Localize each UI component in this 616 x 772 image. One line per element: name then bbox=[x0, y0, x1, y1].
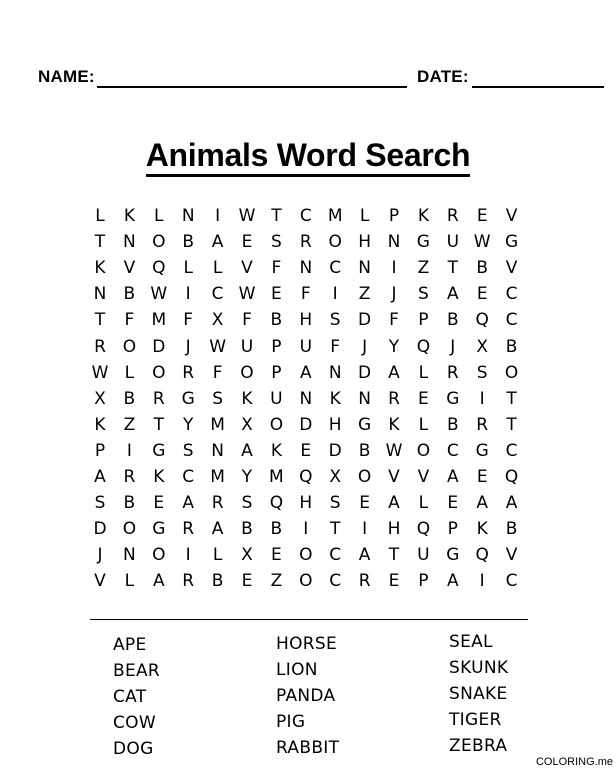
grid-letter[interactable]: N bbox=[123, 232, 136, 253]
grid-letter[interactable]: P bbox=[388, 206, 400, 226]
grid-letter[interactable]: I bbox=[126, 440, 132, 461]
grid-letter[interactable]: T bbox=[271, 206, 282, 226]
grid-letter[interactable]: Z bbox=[270, 571, 283, 592]
grid-letter[interactable]: I bbox=[332, 284, 338, 305]
grid-letter[interactable]: K bbox=[417, 206, 429, 226]
grid-letter[interactable]: U bbox=[446, 232, 460, 253]
grid-letter[interactable]: T bbox=[153, 414, 164, 435]
grid-letter[interactable]: B bbox=[123, 388, 136, 409]
grid-letter[interactable]: Q bbox=[416, 336, 431, 357]
grid-letter[interactable]: O bbox=[152, 362, 166, 383]
grid-letter[interactable]: Q bbox=[475, 545, 489, 566]
grid-letter[interactable]: R bbox=[388, 388, 400, 409]
grid-letter[interactable]: B bbox=[241, 519, 253, 540]
grid-letter[interactable]: B bbox=[446, 414, 459, 435]
grid-letter[interactable]: C bbox=[299, 206, 312, 226]
divider bbox=[90, 619, 528, 620]
grid-letter[interactable]: X bbox=[211, 310, 224, 331]
grid-letter[interactable]: U bbox=[270, 388, 283, 409]
grid-letter[interactable]: K bbox=[123, 206, 135, 226]
grid-letter[interactable]: P bbox=[447, 519, 458, 540]
grid-letter[interactable]: A bbox=[446, 284, 459, 305]
word-list-item: DOG bbox=[113, 739, 154, 759]
grid-letter[interactable]: N bbox=[123, 545, 136, 566]
grid-letter[interactable]: V bbox=[241, 258, 253, 279]
grid-letter[interactable]: Q bbox=[269, 493, 284, 514]
grid-letter[interactable]: C bbox=[211, 284, 224, 305]
grid-letter[interactable]: T bbox=[506, 388, 517, 409]
grid-letter[interactable]: N bbox=[211, 440, 224, 461]
grid-letter[interactable]: E bbox=[241, 571, 253, 592]
grid-letter[interactable]: E bbox=[476, 284, 488, 305]
grid-letter[interactable]: X bbox=[241, 414, 253, 435]
grid-letter[interactable]: C bbox=[505, 440, 518, 461]
grid-letter[interactable]: N bbox=[299, 388, 313, 409]
grid-letter[interactable]: G bbox=[475, 440, 489, 461]
grid-letter[interactable]: K bbox=[329, 388, 341, 409]
grid-letter[interactable]: R bbox=[211, 493, 224, 514]
grid-letter[interactable]: L bbox=[95, 206, 105, 226]
grid-letter[interactable]: D bbox=[358, 310, 372, 331]
grid-letter[interactable]: E bbox=[300, 440, 312, 461]
grid-letter[interactable]: T bbox=[506, 414, 517, 435]
word-list-item: SKUNK bbox=[449, 658, 509, 678]
grid-letter[interactable]: I bbox=[185, 545, 191, 566]
grid-letter[interactable]: U bbox=[240, 336, 254, 357]
grid-letter[interactable]: K bbox=[94, 258, 106, 279]
grid-letter[interactable]: E bbox=[153, 493, 165, 514]
grid-letter[interactable]: E bbox=[388, 571, 400, 592]
grid-letter[interactable]: W bbox=[238, 284, 256, 305]
grid-letter[interactable]: T bbox=[388, 545, 400, 566]
grid-letter[interactable]: J bbox=[362, 336, 368, 357]
grid-letter[interactable]: A bbox=[241, 440, 253, 461]
grid-letter[interactable]: F bbox=[212, 362, 223, 383]
grid-letter[interactable]: S bbox=[476, 362, 488, 383]
grid-letter[interactable]: N bbox=[387, 232, 401, 253]
grid-letter[interactable]: G bbox=[446, 545, 460, 566]
grid-letter[interactable]: L bbox=[154, 206, 164, 226]
grid-letter[interactable]: G bbox=[505, 232, 519, 253]
grid-letter[interactable]: H bbox=[387, 519, 401, 540]
grid-letter[interactable]: L bbox=[124, 571, 135, 592]
grid-letter[interactable]: Q bbox=[416, 519, 431, 540]
grid-letter[interactable]: B bbox=[123, 284, 136, 305]
grid-letter[interactable]: Z bbox=[123, 414, 136, 435]
grid-letter[interactable]: R bbox=[446, 206, 459, 226]
word-list-item: LION bbox=[276, 660, 318, 680]
site-credit: COLORING.me bbox=[535, 756, 613, 768]
grid-letter[interactable]: M bbox=[151, 310, 167, 331]
grid-letter[interactable]: O bbox=[299, 571, 313, 592]
grid-letter[interactable]: W bbox=[209, 336, 226, 357]
grid-letter[interactable]: S bbox=[329, 310, 341, 331]
grid-letter[interactable]: P bbox=[271, 336, 282, 357]
word-list-item: RABBIT bbox=[276, 738, 340, 758]
grid-letter[interactable]: A bbox=[94, 467, 106, 487]
grid-letter[interactable]: F bbox=[183, 310, 194, 331]
grid-letter[interactable]: M bbox=[210, 414, 225, 435]
grid-letter[interactable]: M bbox=[327, 206, 343, 226]
word-list-item: BEAR bbox=[113, 661, 161, 681]
grid-letter[interactable]: D bbox=[93, 519, 107, 540]
grid-letter[interactable]: A bbox=[388, 493, 400, 514]
grid-letter[interactable]: T bbox=[94, 310, 106, 331]
grid-letter[interactable]: H bbox=[299, 493, 313, 514]
grid-letter[interactable]: O bbox=[269, 414, 284, 435]
grid-letter[interactable]: P bbox=[271, 362, 282, 383]
grid-letter[interactable]: P bbox=[94, 440, 106, 461]
grid-letter[interactable]: V bbox=[505, 258, 518, 279]
grid-letter[interactable]: W bbox=[238, 206, 256, 226]
grid-letter[interactable]: L bbox=[183, 258, 193, 279]
grid-letter[interactable]: G bbox=[181, 388, 195, 409]
grid-letter[interactable]: D bbox=[299, 414, 313, 435]
grid-letter[interactable]: J bbox=[391, 284, 397, 305]
grid-letter[interactable]: J bbox=[185, 336, 191, 357]
grid-letter[interactable]: K bbox=[476, 519, 488, 540]
grid-letter[interactable]: R bbox=[476, 414, 489, 435]
word-list-item: PANDA bbox=[276, 686, 336, 706]
grid-letter[interactable]: C bbox=[329, 571, 342, 592]
grid-letter[interactable]: Q bbox=[299, 467, 313, 487]
grid-letter[interactable]: H bbox=[328, 414, 342, 435]
grid-letter[interactable]: C bbox=[505, 571, 518, 592]
grid-letter[interactable]: W bbox=[150, 284, 168, 305]
grid-letter[interactable]: I bbox=[185, 284, 191, 305]
grid-letter[interactable]: B bbox=[123, 493, 136, 514]
grid-letter[interactable]: A bbox=[152, 571, 165, 592]
grid-letter[interactable]: K bbox=[94, 414, 106, 435]
grid-letter[interactable]: A bbox=[446, 467, 459, 487]
grid-letter[interactable]: R bbox=[299, 232, 312, 253]
grid-letter[interactable]: S bbox=[212, 388, 223, 409]
grid-letter[interactable]: M bbox=[210, 467, 225, 487]
page-title-text: Animals Word Search bbox=[146, 137, 470, 177]
grid-letter[interactable]: O bbox=[122, 519, 137, 540]
grid-letter[interactable]: V bbox=[123, 258, 136, 279]
word-list-item: SEAL bbox=[449, 632, 493, 652]
grid-letter[interactable]: A bbox=[446, 571, 459, 592]
grid-letter[interactable]: B bbox=[476, 258, 489, 279]
grid-letter[interactable]: F bbox=[300, 284, 311, 305]
grid-letter[interactable]: H bbox=[299, 310, 313, 331]
grid-letter[interactable]: A bbox=[299, 362, 312, 383]
grid-letter[interactable]: T bbox=[447, 258, 458, 279]
grid-letter[interactable]: V bbox=[505, 545, 518, 566]
grid-letter[interactable]: V bbox=[388, 467, 400, 487]
grid-letter[interactable]: F bbox=[242, 310, 252, 331]
word-list-item: APE bbox=[113, 635, 147, 655]
grid-letter[interactable]: S bbox=[241, 493, 253, 514]
grid-letter[interactable]: Y bbox=[182, 414, 194, 435]
word-list-item: COW bbox=[113, 713, 156, 733]
grid-letter[interactable]: E bbox=[271, 545, 282, 566]
grid-letter[interactable]: P bbox=[418, 571, 429, 592]
grid-letter[interactable]: L bbox=[418, 362, 429, 383]
grid-letter[interactable]: B bbox=[446, 310, 459, 331]
grid-letter[interactable]: C bbox=[182, 467, 195, 487]
grid-letter[interactable]: Y bbox=[388, 336, 400, 357]
grid-letter[interactable]: Z bbox=[417, 258, 430, 279]
date-label: DATE: bbox=[417, 67, 469, 86]
grid-letter[interactable]: W bbox=[385, 440, 403, 461]
grid-letter[interactable]: I bbox=[215, 206, 221, 226]
word-list-item: PIG bbox=[276, 712, 306, 732]
grid-letter[interactable]: N bbox=[93, 284, 107, 305]
grid-letter[interactable]: I bbox=[479, 571, 485, 592]
grid-letter[interactable]: O bbox=[152, 545, 166, 566]
grid-letter[interactable]: W bbox=[91, 362, 109, 383]
grid-letter[interactable]: O bbox=[357, 467, 372, 487]
grid-letter[interactable]: C bbox=[446, 440, 459, 461]
grid-letter[interactable]: N bbox=[358, 388, 371, 409]
grid-letter[interactable]: A bbox=[358, 545, 371, 566]
grid-letter[interactable]: R bbox=[152, 388, 165, 409]
grid-letter[interactable]: U bbox=[417, 545, 430, 566]
grid-letter[interactable]: R bbox=[182, 362, 195, 383]
grid-letter[interactable]: A bbox=[211, 519, 224, 540]
grid-letter[interactable]: K bbox=[388, 414, 400, 435]
grid-letter[interactable]: O bbox=[299, 545, 313, 566]
grid-letter[interactable]: Q bbox=[504, 467, 519, 487]
grid-letter[interactable]: C bbox=[505, 284, 518, 305]
grid-letter[interactable]: L bbox=[418, 493, 429, 514]
grid-letter[interactable]: P bbox=[418, 310, 429, 331]
grid-letter[interactable]: G bbox=[446, 388, 460, 409]
grid-letter[interactable]: B bbox=[505, 336, 518, 357]
grid-letter[interactable]: C bbox=[329, 258, 342, 279]
grid-letter[interactable]: F bbox=[124, 310, 135, 331]
grid-letter[interactable]: E bbox=[476, 467, 488, 487]
grid-letter[interactable]: X bbox=[476, 336, 489, 357]
grid-letter[interactable]: B bbox=[270, 310, 283, 331]
grid-letter[interactable]: E bbox=[271, 284, 282, 305]
grid-letter[interactable]: E bbox=[476, 206, 488, 226]
grid-letter[interactable]: G bbox=[152, 519, 166, 540]
grid-letter[interactable]: D bbox=[328, 440, 342, 461]
grid-letter[interactable]: T bbox=[329, 519, 341, 540]
grid-letter[interactable]: O bbox=[240, 362, 254, 383]
grid-letter[interactable]: N bbox=[358, 258, 371, 279]
grid-letter[interactable]: A bbox=[505, 493, 518, 514]
grid-letter[interactable]: I bbox=[303, 519, 309, 540]
grid-letter[interactable]: F bbox=[330, 336, 341, 357]
grid-letter[interactable]: U bbox=[299, 336, 313, 357]
grid-letter[interactable]: L bbox=[124, 362, 135, 383]
grid-letter[interactable]: F bbox=[271, 258, 282, 279]
grid-letter[interactable]: J bbox=[450, 336, 456, 357]
grid-letter[interactable]: S bbox=[94, 493, 106, 514]
grid-letter[interactable]: S bbox=[417, 284, 429, 305]
grid-letter[interactable]: B bbox=[211, 571, 224, 592]
grid-letter[interactable]: B bbox=[270, 519, 283, 540]
grid-letter[interactable]: J bbox=[97, 545, 103, 566]
grid-letter[interactable]: E bbox=[359, 493, 370, 514]
grid-letter[interactable]: G bbox=[358, 414, 372, 435]
grid-letter[interactable]: Q bbox=[475, 310, 489, 331]
grid-letter[interactable]: B bbox=[505, 519, 518, 540]
grid-letter[interactable]: R bbox=[446, 362, 459, 383]
name-label: NAME: bbox=[38, 67, 95, 86]
grid-letter[interactable]: Q bbox=[152, 258, 166, 279]
grid-letter[interactable]: R bbox=[94, 336, 106, 357]
grid-letter[interactable]: B bbox=[182, 232, 195, 253]
grid-letter[interactable]: S bbox=[182, 440, 194, 461]
grid-letter[interactable]: V bbox=[94, 571, 106, 592]
grid-letter[interactable]: A bbox=[476, 493, 488, 514]
grid-letter[interactable]: B bbox=[358, 440, 371, 461]
grid-letter[interactable]: L bbox=[359, 206, 370, 226]
grid-letter[interactable]: E bbox=[418, 388, 429, 409]
grid-letter[interactable]: A bbox=[211, 232, 224, 253]
word-list-item: CAT bbox=[113, 687, 147, 707]
grid-letter[interactable]: F bbox=[389, 310, 399, 331]
grid-letter[interactable]: H bbox=[358, 232, 371, 253]
grid-letter[interactable]: M bbox=[269, 467, 284, 487]
grid-letter[interactable]: E bbox=[447, 493, 459, 514]
grid-letter[interactable]: L bbox=[212, 545, 223, 566]
grid-letter[interactable]: E bbox=[241, 232, 253, 253]
word-list-item: TIGER bbox=[449, 710, 502, 730]
grid-letter[interactable]: O bbox=[122, 336, 137, 357]
grid-letter[interactable]: G bbox=[416, 232, 430, 253]
grid-letter[interactable]: Y bbox=[241, 467, 253, 487]
grid-letter[interactable]: Z bbox=[358, 284, 371, 305]
grid-letter[interactable]: L bbox=[418, 414, 429, 435]
grid-letter[interactable]: R bbox=[182, 571, 195, 592]
grid-letter[interactable]: R bbox=[123, 467, 136, 487]
grid-letter[interactable]: X bbox=[329, 467, 342, 487]
grid-letter[interactable]: X bbox=[241, 545, 253, 566]
word-list-item: SNAKE bbox=[449, 684, 508, 704]
grid-letter[interactable]: X bbox=[94, 388, 106, 409]
grid-letter[interactable]: S bbox=[270, 232, 282, 253]
grid-letter[interactable]: G bbox=[152, 440, 166, 461]
grid-letter[interactable]: O bbox=[152, 232, 166, 253]
grid-letter[interactable]: N bbox=[181, 206, 195, 226]
grid-letter[interactable]: I bbox=[391, 258, 397, 279]
grid-letter[interactable]: R bbox=[182, 519, 195, 540]
grid-letter[interactable]: S bbox=[329, 493, 341, 514]
grid-letter[interactable]: R bbox=[358, 571, 371, 592]
grid-letter[interactable]: K bbox=[270, 440, 282, 461]
grid-letter[interactable]: D bbox=[358, 362, 372, 383]
grid-letter[interactable]: V bbox=[505, 206, 518, 226]
grid-letter[interactable]: K bbox=[241, 388, 253, 409]
word-list-item: ZEBRA bbox=[449, 736, 508, 756]
grid-letter[interactable]: I bbox=[479, 388, 485, 409]
grid-letter[interactable]: A bbox=[182, 493, 194, 514]
grid-letter[interactable]: I bbox=[362, 519, 368, 540]
grid-letter[interactable]: O bbox=[416, 440, 431, 461]
grid-letter[interactable]: N bbox=[328, 362, 342, 383]
grid-letter[interactable]: D bbox=[152, 336, 166, 357]
grid-letter[interactable]: V bbox=[417, 467, 430, 487]
grid-letter[interactable]: L bbox=[212, 258, 223, 279]
grid-letter[interactable]: A bbox=[388, 362, 400, 383]
word-list-item: HORSE bbox=[276, 634, 338, 654]
grid-letter[interactable]: C bbox=[329, 545, 342, 566]
grid-letter[interactable]: N bbox=[299, 258, 313, 279]
grid-letter[interactable]: T bbox=[94, 232, 106, 253]
grid-letter[interactable]: C bbox=[505, 310, 518, 331]
grid-letter[interactable]: O bbox=[504, 362, 519, 383]
grid-letter[interactable]: O bbox=[328, 232, 342, 253]
grid-letter[interactable]: K bbox=[153, 467, 165, 487]
grid-letter[interactable]: W bbox=[473, 232, 491, 253]
